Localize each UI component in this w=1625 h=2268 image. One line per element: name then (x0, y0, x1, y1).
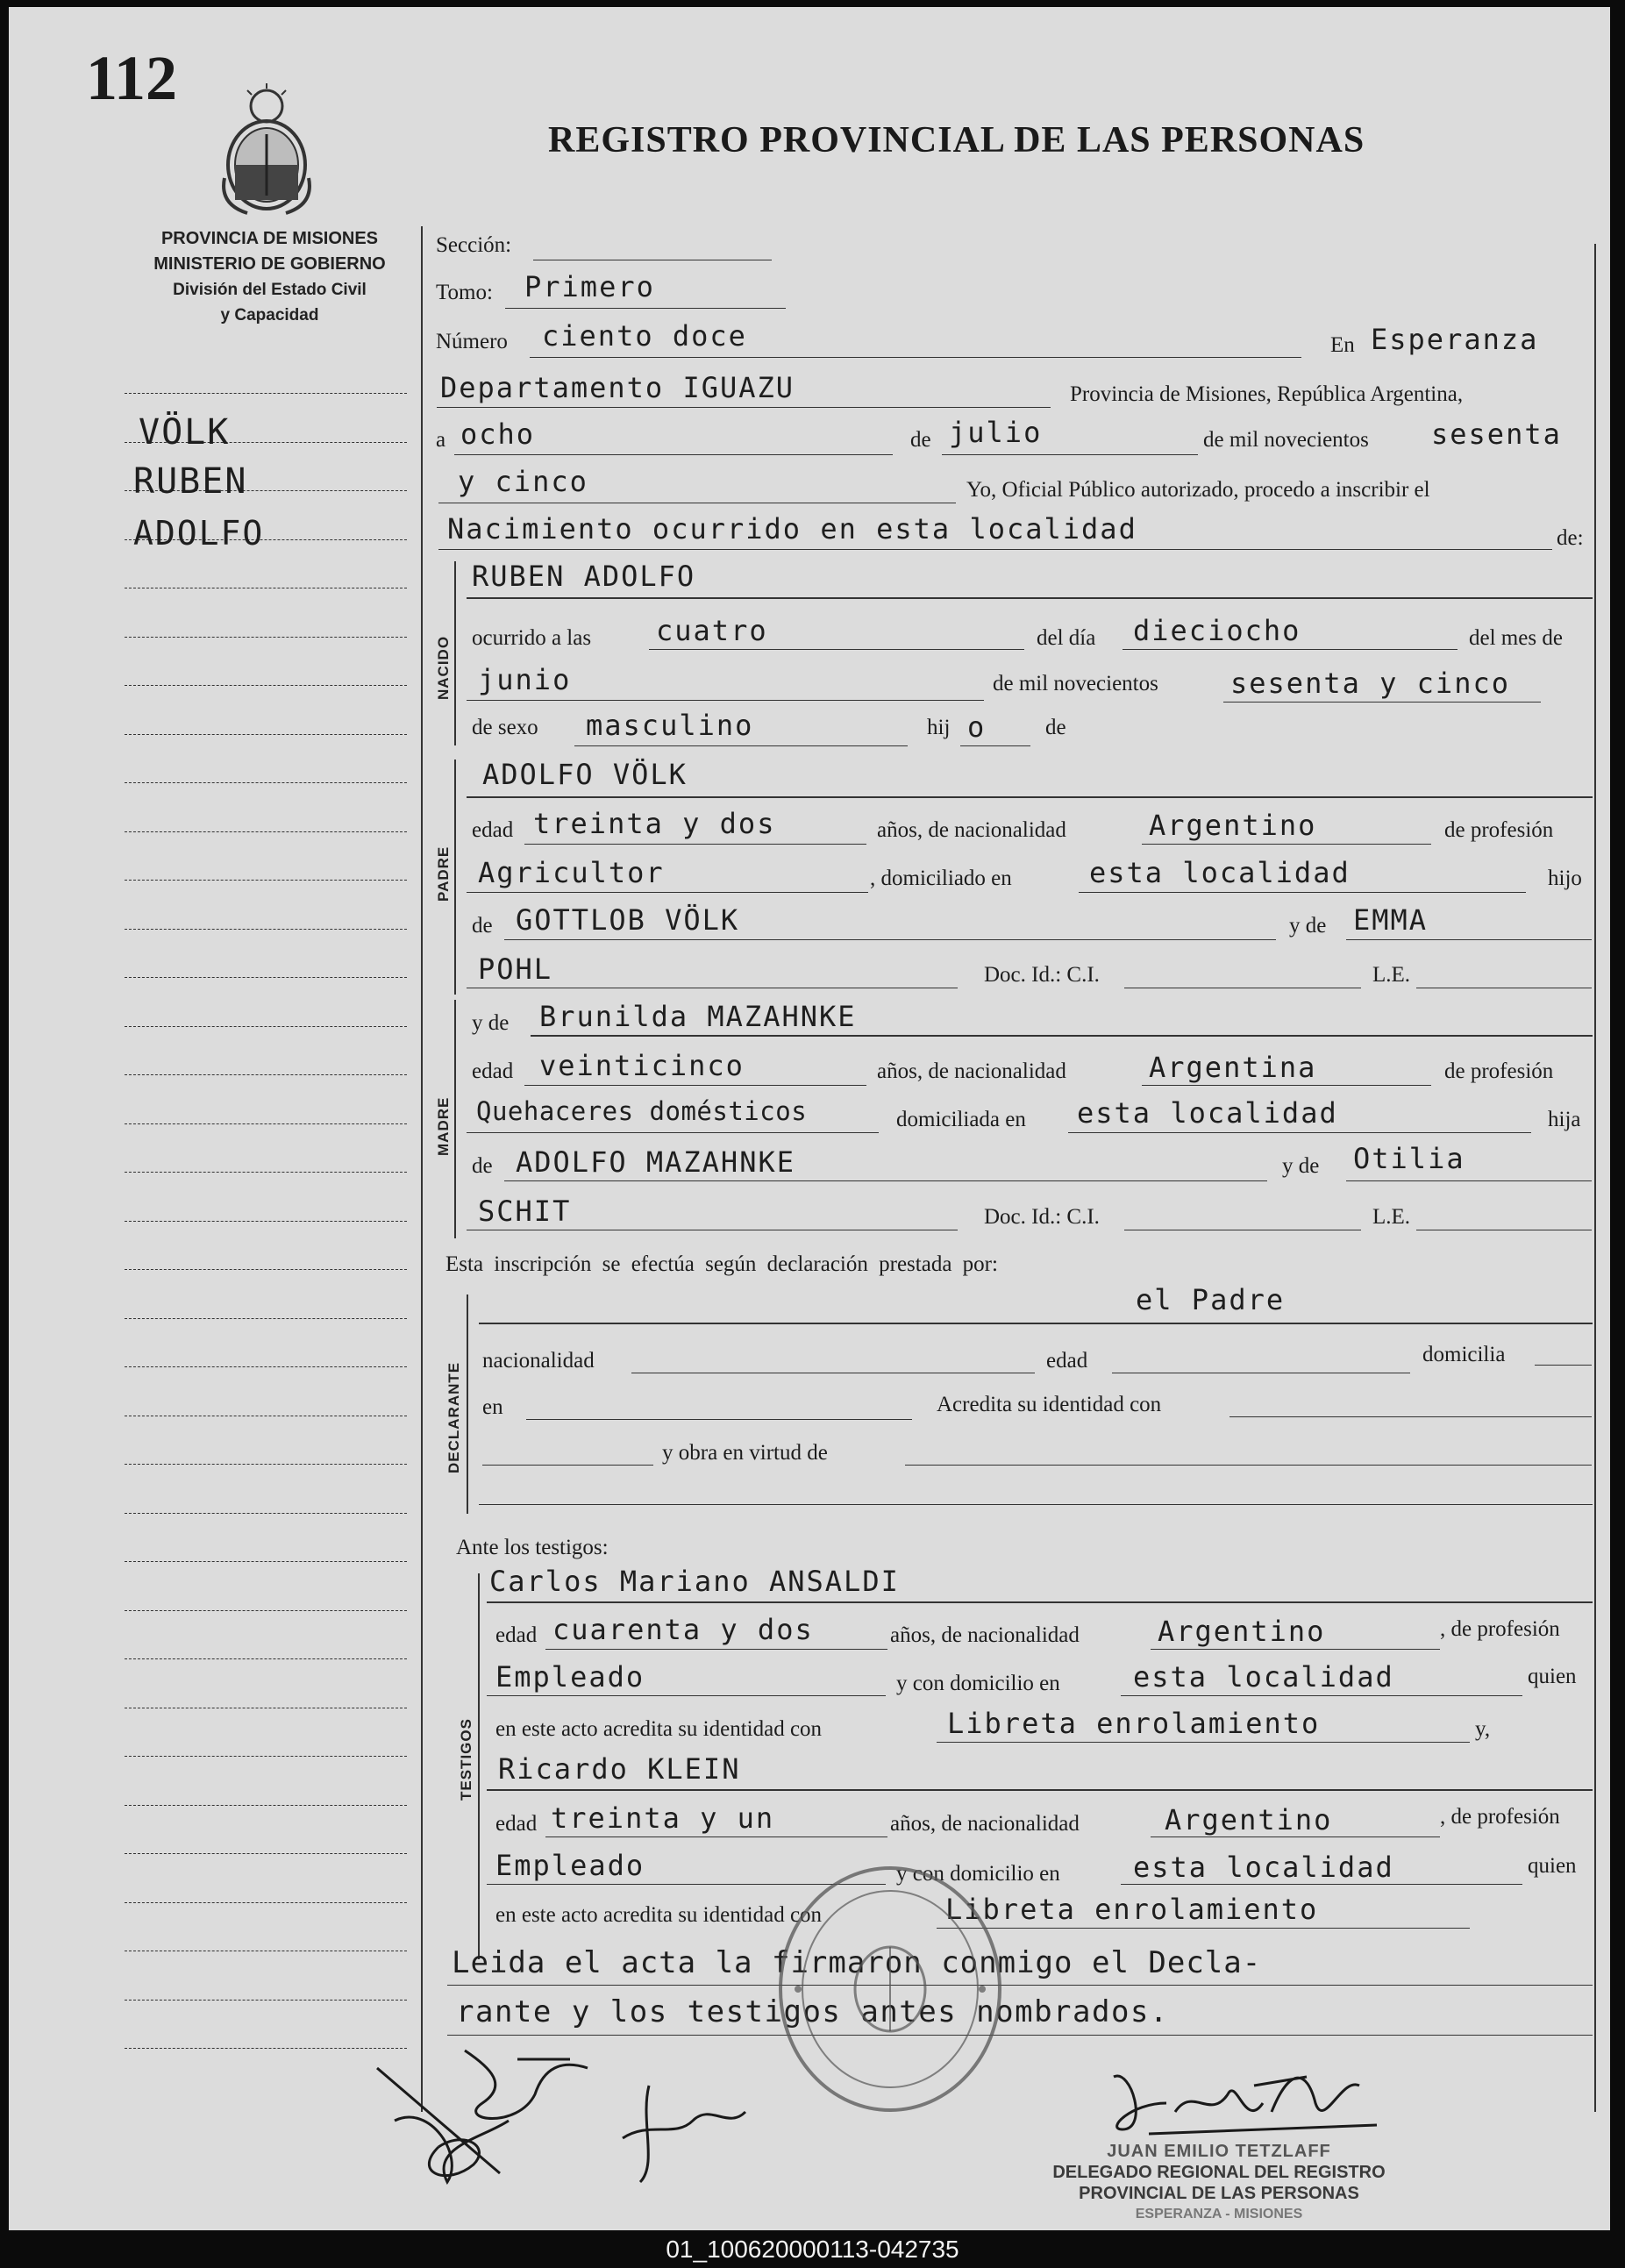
document-title: REGISTRO PROVINCIAL DE LAS PERSONAS (548, 120, 1365, 160)
testigo1-acredita-label: en este acto acredita su identidad con (495, 1717, 823, 1741)
margin-rule-line (125, 977, 407, 978)
margin-rule-line (125, 1610, 407, 1611)
madre-hija-label: hija (1548, 1108, 1581, 1131)
declarante-domicilia-label: domicilia (1422, 1343, 1506, 1366)
nacido-dia: dieciocho (1133, 614, 1301, 647)
margin-rule-line (125, 637, 407, 638)
testigos-label: TESTIGOS (458, 1718, 474, 1801)
padre-dom-label: , domiciliado en (870, 867, 1012, 890)
madre-y-de2-label: y de (1282, 1154, 1320, 1178)
padre-label: PADRE (435, 845, 452, 902)
declarante-intro: Esta inscripción se efectúa según declaración prestada por: (445, 1252, 998, 1276)
document-page (9, 7, 1610, 2230)
signature-title2: PROVINCIAL DE LAS PERSONAS (1079, 2184, 1359, 2203)
testigo2-prof-label: , de profesión (1440, 1805, 1560, 1829)
testigos-intro: Ante los testigos: (456, 1536, 609, 1559)
nacido-mes: junio (478, 663, 572, 696)
padre-domicilio: esta localidad (1089, 856, 1351, 889)
margin-rule-line (125, 1318, 407, 1319)
margin-rule-line (125, 1026, 407, 1027)
padre-hijo-label: hijo (1548, 867, 1582, 890)
del-dia-label: del día (1037, 626, 1096, 650)
margin-rule-line (125, 782, 407, 783)
madre-edad: veinticinco (539, 1049, 745, 1082)
margin-rule-line (125, 393, 407, 394)
a-label: a (436, 428, 446, 452)
image-id-footer: 01_100620000113-042735 (666, 2236, 959, 2263)
madre-nombre: Brunilda MAZAHNKE (539, 1000, 857, 1033)
padre-prof-label: de profesión (1444, 818, 1554, 842)
madre-edad-label: edad (472, 1059, 514, 1083)
margin-rule-line (125, 2000, 407, 2001)
testigo1-edad: cuarenta y dos (552, 1613, 814, 1646)
en-label: En (1330, 333, 1355, 357)
hij-label: hij (927, 716, 951, 739)
padre-padre-de: GOTTLOB VÖLK (516, 903, 740, 937)
madre-doc-label: Doc. Id.: C.I. (984, 1205, 1100, 1229)
nacido-nombre: RUBEN ADOLFO (472, 560, 696, 593)
padre-nombre: ADOLFO VÖLK (482, 758, 688, 791)
testigo2-edad: treinta y un (551, 1801, 775, 1835)
madre-y-de-label: y de (472, 1011, 510, 1035)
madre-label: MADRE (435, 1096, 452, 1156)
sexo-label: de sexo (472, 716, 538, 739)
nacido-anio: sesenta y cinco (1230, 667, 1510, 700)
padre-y-de-label: y de (1289, 914, 1327, 938)
margin-rule-line (125, 1464, 407, 1465)
padre-doc-label: Doc. Id.: C.I. (984, 963, 1100, 987)
margin-rule-line (125, 1902, 407, 1903)
hij-suffix: o (967, 710, 987, 744)
madre-de-label: de (472, 1154, 493, 1178)
madre-profesion: Quehaceres domésticos (476, 1096, 808, 1126)
mil-label: de mil novecientos (1203, 428, 1369, 452)
testigo2-dom-label: y con domicilio en (896, 1862, 1060, 1886)
official-signature-icon (1096, 2050, 1412, 2147)
margin-first-name: RUBEN (133, 461, 248, 502)
testigo1-prof: Empleado (495, 1660, 645, 1694)
cierre-line2: rante y los testigos antes nombrados. (456, 1994, 1169, 2029)
madre-nac-label: años, de nacionalidad (877, 1059, 1066, 1083)
margin-rule-line (125, 685, 407, 686)
testigo1-nac-label: años, de nacionalidad (890, 1623, 1080, 1647)
nacido-sexo: masculino (586, 709, 754, 742)
seccion-label: Sección: (436, 233, 512, 257)
testigo2-quien-label: quien (1528, 1854, 1577, 1878)
madre-madre-de: Otilia (1353, 1142, 1465, 1175)
header-province: PROVINCIA DE MISIONES (160, 229, 379, 248)
testigo1-prof-label: , de profesión (1440, 1617, 1560, 1641)
nacido-bracket (454, 561, 456, 745)
header-left (114, 226, 425, 328)
padre-madre-de: EMMA (1353, 903, 1429, 937)
declarante-bracket (467, 1294, 468, 1514)
margin-rule-line (125, 1853, 407, 1854)
nacido-hora: cuatro (656, 614, 768, 647)
padre-le-label: L.E. (1372, 963, 1411, 987)
testigo1-dom-label: y con domicilio en (896, 1672, 1060, 1695)
inscribir-value: Nacimiento ocurrido en esta localidad (447, 512, 1137, 546)
de-label: de (910, 428, 931, 452)
testigo2-dom: esta localidad (1133, 1851, 1394, 1884)
cierre-line1: Leida el acta la firmaron conmigo el Decla- (452, 1945, 1262, 1980)
madre-dom-label: domiciliada en (896, 1108, 1026, 1131)
padre-madre-de-cont: POHL (478, 952, 553, 986)
madre-le-label: L.E. (1372, 1205, 1411, 1229)
mes-value: julio (949, 416, 1043, 449)
signature-title1: DELEGADO REGIONAL DEL REGISTRO (1052, 2163, 1386, 2182)
declarante-nac-label: nacionalidad (482, 1349, 595, 1373)
declarante-obra-label: y obra en virtud de (662, 1441, 828, 1465)
testigo1-nac: Argentino (1158, 1615, 1326, 1648)
testigo1-y-label: y, (1475, 1717, 1491, 1741)
testigo2-prof: Empleado (495, 1849, 645, 1882)
numero-label: Número (436, 330, 508, 353)
header-capacidad: y Capacidad (220, 306, 319, 325)
margin-surname: VÖLK (139, 412, 231, 453)
declarante-edad-label: edad (1046, 1349, 1088, 1373)
madre-prof-label: de profesión (1444, 1059, 1554, 1083)
margin-rule-line (125, 1366, 407, 1367)
signature-title3: ESPERANZA - MISIONES (1135, 2207, 1303, 2222)
testigo1-nombre: Carlos Mariano ANSALDI (489, 1565, 900, 1598)
signature-name: JUAN EMILIO TETZLAFF (1107, 2142, 1331, 2161)
testigo2-doc: Libreta enrolamiento (945, 1893, 1319, 1926)
del-mes-label: del mes de (1469, 626, 1563, 650)
margin-rule-line (125, 1172, 407, 1173)
declarante-label: DECLARANTE (445, 1361, 462, 1473)
right-border (1594, 244, 1596, 2112)
declarante-nombre: el Padre (1136, 1283, 1286, 1316)
tomo-label: Tomo: (436, 281, 493, 304)
margin-rule-line (125, 1221, 407, 1222)
oficial-text: Yo, Oficial Público autorizado, procedo a inscribir el (966, 478, 1430, 502)
padre-bracket (454, 760, 456, 995)
testigo2-nac-label: años, de nacionalidad (890, 1812, 1080, 1836)
testigo1-edad-label: edad (495, 1623, 538, 1647)
padre-nac-label: años, de nacionalidad (877, 818, 1066, 842)
margin-rule-line (125, 1561, 407, 1562)
en-value: Esperanza (1371, 323, 1539, 356)
margin-rule-line (125, 1805, 407, 1806)
madre-nacionalidad: Argentina (1149, 1051, 1317, 1084)
provincia-text: Provincia de Misiones, República Argentina, (1070, 382, 1464, 406)
margin-rule-line (125, 1123, 407, 1124)
dia-value: ocho (460, 417, 536, 451)
margin-second-name: ADOLFO (133, 514, 265, 553)
anio-value-cont: y cinco (458, 465, 588, 498)
hij-de-label: de (1045, 716, 1066, 739)
testigo1-dom: esta localidad (1133, 1660, 1394, 1694)
ocurrido-label: ocurrido a las (472, 626, 592, 650)
margin-rule-line (125, 1513, 407, 1514)
tomo-value: Primero (524, 270, 655, 303)
nacido-label: NACIDO (435, 635, 452, 700)
madre-bracket (454, 1000, 456, 1238)
padre-edad-label: edad (472, 818, 514, 842)
declarante-acredita-label: Acredita su identidad con (937, 1393, 1162, 1416)
testigo1-doc: Libreta enrolamiento (947, 1707, 1321, 1740)
declarante-signature-icon (360, 2033, 851, 2191)
testigos-bracket (478, 1573, 480, 1959)
main-border (421, 226, 423, 2112)
coat-of-arms-icon (212, 82, 322, 222)
padre-nacionalidad: Argentino (1149, 809, 1317, 842)
de-colon: de: (1557, 526, 1584, 550)
margin-rule-line (125, 1269, 407, 1270)
madre-madre-de-cont: SCHIT (478, 1195, 572, 1228)
testigo2-nac: Argentino (1165, 1803, 1333, 1837)
margin-rule-line (125, 831, 407, 832)
header-ministry: MINISTERIO DE GOBIERNO (153, 254, 386, 274)
margin-rule-line (125, 1756, 407, 1757)
margin-rule-line (125, 929, 407, 930)
declarante-en-label: en (482, 1395, 503, 1419)
nacido-mil-label: de mil novecientos (993, 672, 1158, 695)
anio-value: sesenta (1431, 417, 1562, 451)
departamento-value: Departamento IGUAZU (440, 371, 795, 404)
margin-rule-line (125, 1658, 407, 1659)
testigo2-edad-label: edad (495, 1812, 538, 1836)
margin-rule-line (125, 1074, 407, 1075)
padre-profesion: Agricultor (478, 856, 665, 889)
page-number: 112 (86, 43, 178, 113)
margin-rule-line (125, 880, 407, 881)
madre-padre-de: ADOLFO MAZAHNKE (516, 1145, 795, 1179)
header-division: División del Estado Civil (173, 281, 367, 299)
numero-value: ciento doce (542, 319, 747, 353)
margin-rule-line (125, 734, 407, 735)
signature-block (1008, 2141, 1429, 2225)
padre-de-label: de (472, 914, 493, 938)
madre-domicilio: esta localidad (1077, 1096, 1338, 1130)
testigo2-nombre: Ricardo KLEIN (498, 1752, 741, 1786)
testigo1-quien-label: quien (1528, 1665, 1577, 1688)
testigo2-acredita-label: en este acto acredita su identidad con (495, 1903, 823, 1927)
padre-edad: treinta y dos (533, 807, 776, 840)
